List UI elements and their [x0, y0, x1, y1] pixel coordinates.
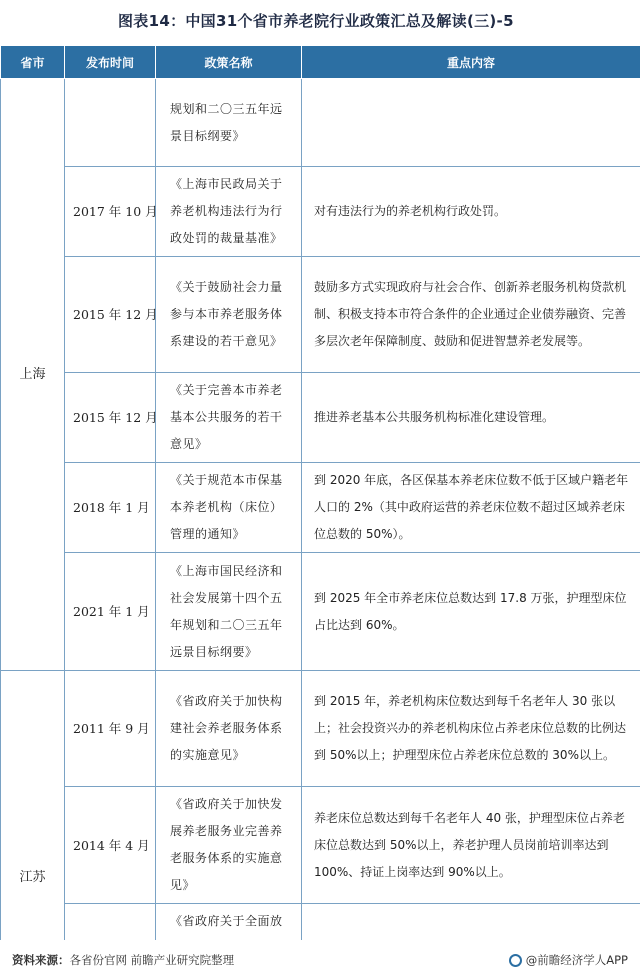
policy-name-cell: 《省政府关于全面放 [156, 904, 302, 941]
header-key-content: 重点内容 [302, 46, 640, 79]
date-cell: 2018 年 1 月 [65, 463, 156, 553]
header-province: 省市 [1, 46, 65, 79]
key-content-cell: 对有违法行为的养老机构行政处罚。 [302, 167, 640, 257]
policy-table-container [0, 45, 640, 940]
table-row [1, 373, 640, 463]
table-row [1, 553, 640, 671]
table-header-row [1, 46, 640, 79]
source-label: 资料来源： [12, 953, 70, 967]
header-policy-name: 政策名称 [156, 46, 302, 79]
date-cell [65, 79, 156, 167]
policy-name-cell: 《上海市国民经济和社会发展第十四个五年规划和二〇三五年远景目标纲要》 [156, 553, 302, 671]
policy-table [0, 45, 640, 940]
policy-name-cell: 《关于完善本市养老基本公共服务的若干意见》 [156, 373, 302, 463]
footer [0, 946, 640, 974]
table-row [1, 79, 640, 167]
date-cell: 2014 年 4 月 [65, 787, 156, 904]
policy-name-cell: 《关于规范本市保基本养老机构（床位）管理的通知》 [156, 463, 302, 553]
table-row [1, 463, 640, 553]
date-cell: 2015 年 12 月 [65, 373, 156, 463]
policy-name-cell: 规划和二〇三五年远景目标纲要》 [156, 79, 302, 167]
policy-name-cell: 《关于鼓励社会力量参与本市养老服务体系建设的若干意见》 [156, 257, 302, 373]
date-cell: 2021 年 1 月 [65, 553, 156, 671]
key-content-cell: 养老床位总数达到每千名老年人 40 张，护理型床位占养老床位总数达到 50%以上，养老护理人员岗前培训率达到 100%、持证上岗率达到 90%以上。 [302, 787, 640, 904]
key-content-cell: 到 2025 年全市养老床位总数达到 17.8 万张，护理型床位占比达到 60%。 [302, 553, 640, 671]
date-cell [65, 904, 156, 941]
title-bar [0, 0, 640, 40]
key-content-cell: 到 2015 年，养老机构床位数达到每千名老年人 30 张以上；社会投资兴办的养老机构床位占养老床位总数的比例达到 50%以上；护理型床位占养老床位总数的 30%以上。 [302, 671, 640, 787]
header-date: 发布时间 [65, 46, 156, 79]
key-content-cell: 推进养老基本公共服务机构标准化建设管理。 [302, 373, 640, 463]
table-row [1, 167, 640, 257]
date-cell: 2017 年 10 月 [65, 167, 156, 257]
date-cell: 2011 年 9 月 [65, 671, 156, 787]
table-row [1, 904, 640, 941]
province-cell-jiangsu: 江苏 [1, 671, 65, 941]
table-row [1, 787, 640, 904]
brand-logo-icon [509, 954, 522, 967]
source-note [12, 952, 234, 968]
key-content-cell: 到 2020 年底，各区保基本养老床位数不低于区域户籍老年人口的 2%（其中政府运营的养老床位数不超过区域养老床位总数的 50%）。 [302, 463, 640, 553]
brand-credit [509, 952, 628, 968]
province-cell-shanghai: 上海 [1, 79, 65, 671]
policy-name-cell: 《上海市民政局关于养老机构违法行为行政处罚的裁量基准》 [156, 167, 302, 257]
policy-name-cell: 《省政府关于加快构建社会养老服务体系的实施意见》 [156, 671, 302, 787]
policy-name-cell: 《省政府关于加快发展养老服务业完善养老服务体系的实施意见》 [156, 787, 302, 904]
key-content-cell [302, 904, 640, 941]
source-text: 各省份官网 前瞻产业研究院整理 [69, 953, 235, 967]
brand-text: @前瞻经济学人APP [525, 953, 628, 967]
table-row [1, 257, 640, 373]
table-row [1, 671, 640, 787]
page-title: 图表14：中国31个省市养老院行业政策汇总及解读(三)-5 [118, 11, 514, 30]
key-content-cell [302, 79, 640, 167]
key-content-cell: 鼓励多方式实现政府与社会合作、创新养老服务机构贷款机制、积极支持本市符合条件的企业通过企业债券融资、完善多层次老年保障制度、鼓励和促进智慧养老发展等。 [302, 257, 640, 373]
date-cell: 2015 年 12 月 [65, 257, 156, 373]
